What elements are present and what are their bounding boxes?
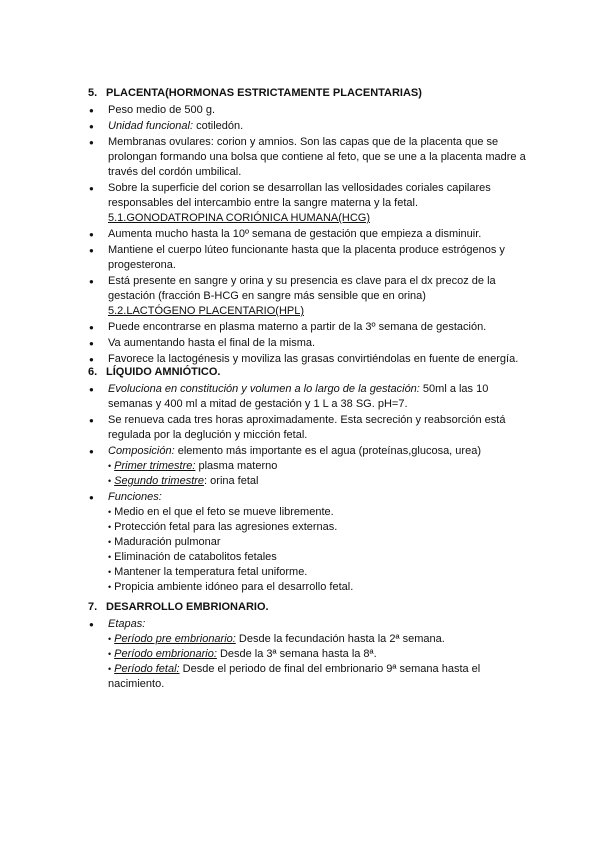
- list-item: ● Composición: elemento más importante es el agua (proteínas,glucosa, urea) • Primer trimestre: plasma materno • Segundo trimestre: orina fetal: [88, 444, 528, 489]
- section-desarrollo-embrionario: [88, 600, 528, 693]
- section-heading: [88, 365, 528, 380]
- sub-item: • Maduración pulmonar: [108, 536, 221, 548]
- sub-item: • Mantener la temperatura fetal uniforme.: [108, 566, 308, 578]
- sub-item: • Período pre embrionario: Desde la fecundación hasta la 2ª semana.: [108, 633, 445, 645]
- subsection-heading-hpl: 5.2.LACTÓGENO PLACENTARIO(HPL): [108, 305, 305, 317]
- list-item: ● Se renueva cada tres horas aproximadamente. Esta secreción y reabsorción está regulada por la deglución y micción fetal.: [88, 413, 528, 443]
- sub-item: • Propicia ambiente idóneo para el desarrollo fetal.: [108, 581, 354, 593]
- list-item: ● Aumenta mucho hasta la 10º semana de gestación que empieza a disminuir.: [88, 227, 528, 242]
- subsection-heading-hcg: 5.1.GONODATROPINA CORIÓNICA HUMANA(HCG): [108, 212, 370, 224]
- section-number: 6.: [88, 366, 98, 378]
- section-placenta: [88, 86, 528, 368]
- section-number: 5.: [88, 87, 98, 99]
- bullet-list: [88, 382, 528, 595]
- list-item: ● Va aumentando hasta el final de la misma.: [88, 336, 528, 351]
- section-number: 7.: [88, 601, 98, 613]
- list-item: ● Está presente en sangre y orina y su presencia es clave para el dx precoz de la gestación (fracción B-HCG en sangre más sensible que en orina) 5.2.LACTÓGENO PLACENTARIO(HPL): [88, 274, 528, 319]
- list-item: ● Puede encontrarse en plasma materno a partir de la 3º semana de gestación.: [88, 320, 528, 335]
- bullet-list: [88, 103, 528, 367]
- section-title: PLACENTA(HORMONAS ESTRICTAMENTE PLACENTARIAS): [106, 87, 422, 99]
- list-item: ● Mantiene el cuerpo lúteo funcionante hasta que la placenta produce estrógenos y progesterona.: [88, 243, 528, 273]
- sub-item: • Período fetal: Desde el periodo de final del embrionario 9ª semana hasta el nacimiento.: [108, 663, 481, 690]
- list-item: ● Sobre la superficie del corion se desarrollan las vellosidades coriales capilares responsables del intercambio entre la sangre materna y la fetal. 5.1.GONODATROPINA CORIÓNICA HUMANA(HCG): [88, 181, 528, 226]
- sub-item: • Período embrionario: Desde la 3ª semana hasta la 8ª.: [108, 648, 377, 660]
- list-item: ● Membranas ovulares: corion y amnios. Son las capas que de la placenta que se prolongan formando una bolsa que contiene al feto, que se une a la placenta madre a través del cordón umbilical.: [88, 135, 528, 180]
- list-item: ● Etapas: • Período pre embrionario: Desde la fecundación hasta la 2ª semana. • Período embrionario: Desde la 3ª semana hasta la 8ª. • Período fetal: Desde el periodo de final del embrionario 9ª semana hasta el nacimiento.: [88, 617, 528, 692]
- sub-item: • Eliminación de catabolitos fetales: [108, 551, 277, 563]
- list-item: ● Favorece la lactogénesis y moviliza las grasas convirtiéndolas en fuente de energía.: [88, 352, 528, 367]
- list-item: ● Evoluciona en constitución y volumen a lo largo de la gestación: 50ml a las 10 semanas y 400 ml a mitad de gestación y 1 L a 38 SG. pH=7.: [88, 382, 528, 412]
- sub-item: • Segundo trimestre: orina fetal: [108, 475, 259, 487]
- list-item: ● Unidad funcional: cotiledón.: [88, 119, 528, 134]
- section-title: LÍQUIDO AMNIÓTICO.: [106, 366, 221, 378]
- sub-item: • Primer trimestre: plasma materno: [108, 460, 278, 472]
- list-item: ● Peso medio de 500 g.: [88, 103, 528, 118]
- list-item: ● Funciones: • Medio en el que el feto se mueve libremente. • Protección fetal para las agresiones externas. • Maduración pulmonar • Eliminación de catabolitos fetales • Mantener la temperatura fetal uniforme. • Propicia ambiente idóneo para el desarrollo fetal.: [88, 490, 528, 595]
- section-heading: [88, 86, 528, 101]
- bullet-list: [88, 617, 528, 692]
- sub-item: • Medio en el que el feto se mueve libremente.: [108, 506, 334, 518]
- section-title: DESARROLLO EMBRIONARIO.: [106, 601, 269, 613]
- sub-item: • Protección fetal para las agresiones externas.: [108, 521, 338, 533]
- section-liquido-amniotico: [88, 365, 528, 596]
- section-heading: [88, 600, 528, 615]
